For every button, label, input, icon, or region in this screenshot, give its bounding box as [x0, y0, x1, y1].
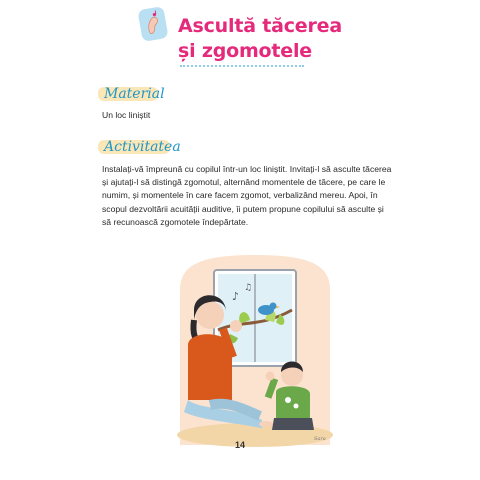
title-line-1: Ascultă tăcerea: [178, 15, 342, 37]
ear-note-icon: [137, 6, 168, 42]
activity-label: Activitatea: [104, 139, 181, 155]
title-underline: [180, 65, 304, 67]
material-label: Material: [104, 86, 165, 102]
material-text: Un loc liniștit: [102, 110, 151, 120]
artist-signature: Sara: [314, 436, 326, 442]
page-title: [178, 14, 448, 64]
activity-text: Instalați-vă împreună cu copilul într-un loc liniștit. Invitați-l să asculte tăcerea și ajutați-l să distingă zgomotul, alternând momentele de tăcere, pe care le numim, și momentele în care facem zgomot, verbalizând mereu. Apoi, în scopul dezvoltării acuității auditive, îi putem propune copilului să asculte și să recunoască zgomotele îndepărtate.: [102, 164, 392, 227]
title-line-2: și zgomotele: [178, 40, 312, 62]
page-number: 14: [234, 440, 245, 450]
activity-label-box: [100, 136, 181, 158]
svg-text:♫: ♫: [244, 283, 253, 293]
svg-text:♪: ♪: [232, 290, 240, 303]
material-label-box: [100, 83, 165, 105]
mother-child-illustration: [170, 250, 340, 450]
